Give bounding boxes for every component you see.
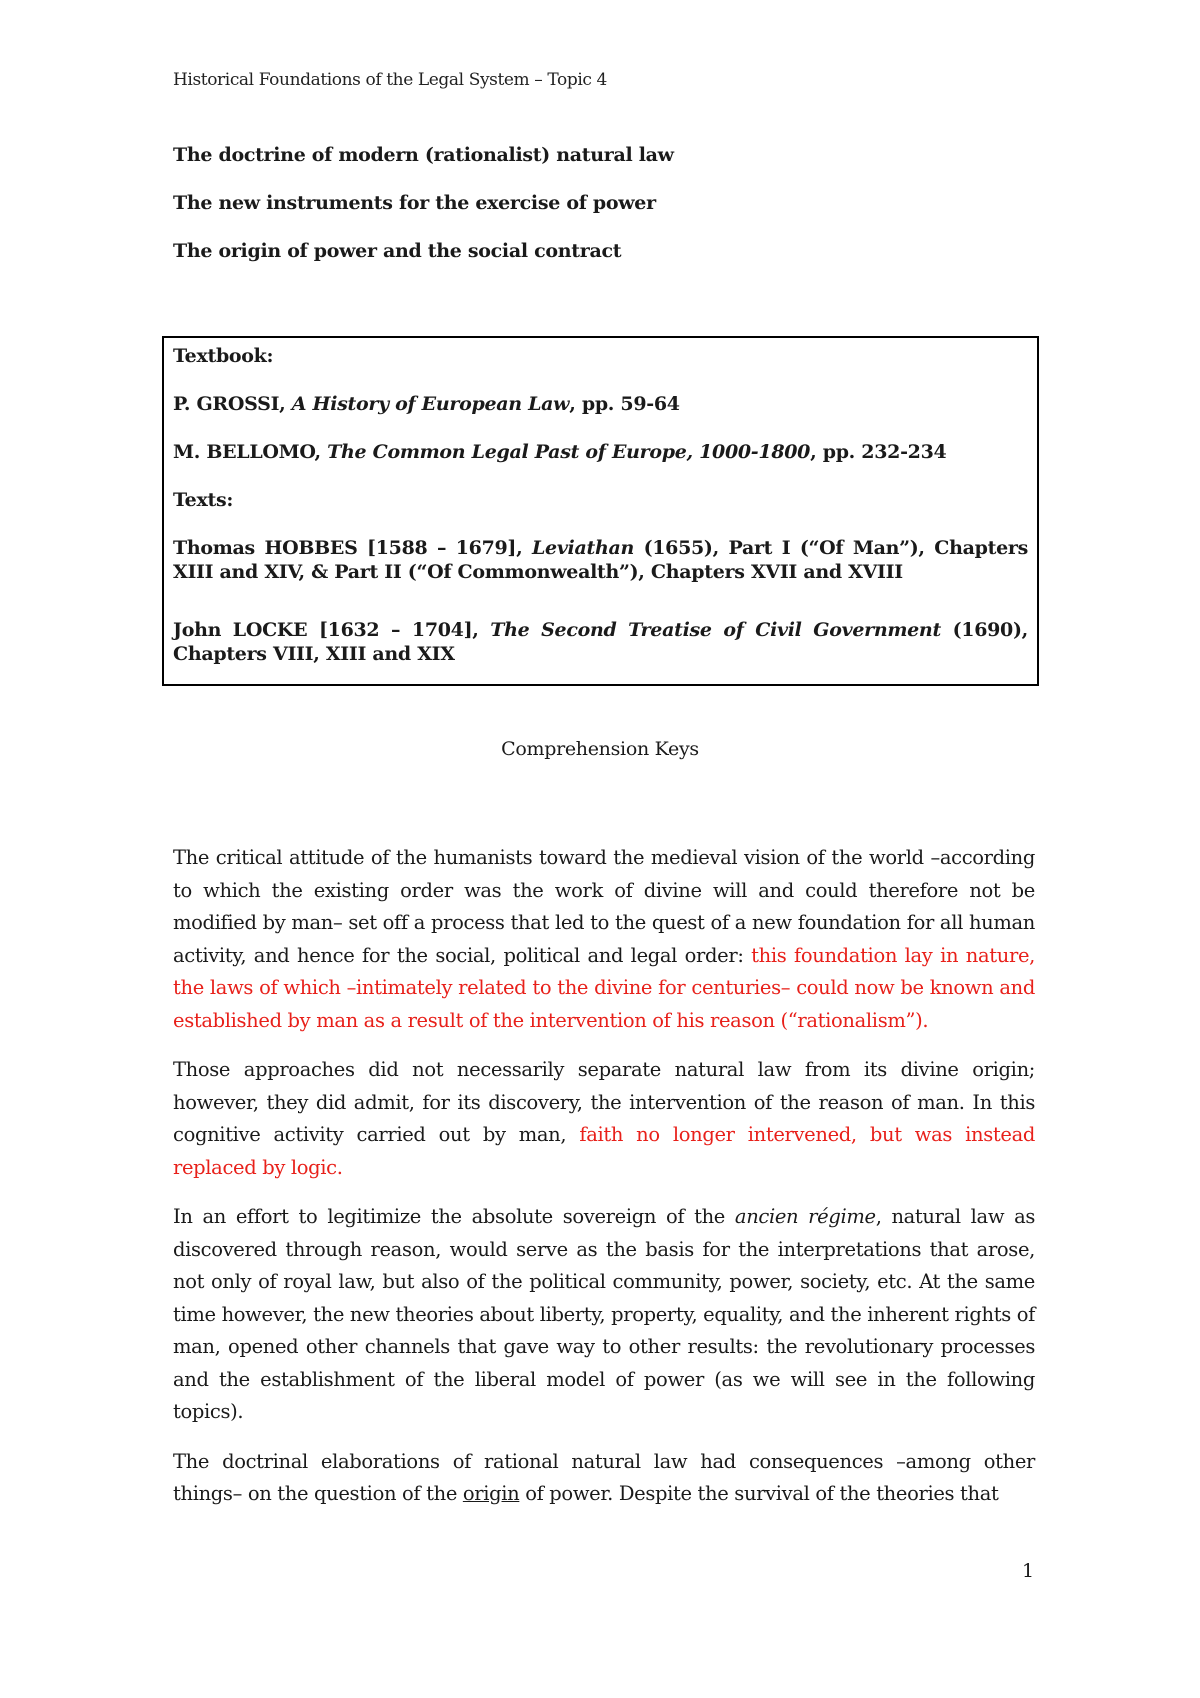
paragraph-2-highlight: faith no longer intervened, but was instead replaced by logic. (173, 1123, 1035, 1179)
paragraph-3 (173, 1201, 1035, 1429)
hobbes-author: Thomas HOBBES [1588 – 1679], (173, 537, 532, 559)
bellomo-author: M. BELLOMO, (173, 441, 328, 463)
topic-title-1: The doctrine of modern (rationalist) natural law (173, 144, 674, 166)
paragraph-2 (173, 1054, 1035, 1184)
paragraph-1 (173, 842, 1035, 1037)
readings-box (162, 336, 1039, 686)
topic-titles (173, 143, 674, 287)
body-text (173, 842, 1035, 1528)
topic-title-3: The origin of power and the social contract (173, 240, 622, 262)
grossi-pages: , pp. 59-64 (569, 393, 680, 415)
reference-hobbes-line-2: XIII and XIV, & Part II (“Of Commonwealth”), Chapters XVII and XVIII (173, 561, 903, 583)
page-number: 1 (1022, 1560, 1035, 1582)
hobbes-edition: (1655), Part I (“Of Man”), Chapters (634, 537, 1028, 559)
paragraph-1-text: The critical attitude of the humanists toward the medieval vision of the world –according to which the existing order was the work of divine will and could therefore not be modified by man– set off a process that led to the quest of a new foundation for all human activity, and hence for the social, political and legal order: (173, 846, 1035, 967)
paragraph-4 (173, 1446, 1035, 1511)
reference-bellomo (173, 440, 1028, 464)
locke-edition: (1690), (940, 619, 1028, 641)
section-heading: Comprehension Keys (501, 738, 699, 760)
topic-title-2: The new instruments for the exercise of power (173, 192, 656, 214)
reference-grossi (173, 392, 1028, 416)
grossi-title: A History of European Law (291, 393, 570, 415)
locke-title: The Second Treatise of Civil Government (490, 619, 941, 641)
locke-author: John LOCKE [1632 – 1704], (173, 619, 491, 641)
texts-label: Texts: (173, 489, 234, 511)
reference-locke-line-2: Chapters VIII, XIII and XIX (173, 643, 455, 665)
paragraph-4-text-start: The doctrinal elaborations of rational natural law had consequences –among other things– on the question of the (173, 1449, 1035, 1505)
paragraph-3-text-end: , natural law as discovered through reason, would serve as the basis for the interpretations that arose, not only of royal law, but also of the political community, power, society, etc. At the same time however, the new theories about liberty, property, equality, and the inherent rights of man, opened other channels that gave way to other results: the revolutionary processes and the establishment of the liberal model of power (as we will see in the following topics). (173, 1205, 1036, 1423)
textbook-label: Textbook: (173, 345, 274, 367)
hobbes-title: Leviathan (531, 537, 635, 559)
paragraph-3-italic: ancien régime (734, 1205, 876, 1228)
paragraph-1-highlight: this foundation lay in nature, the laws of which –intimately related to the divine for centuries– could now be known and established by man as a result of the intervention of his reason (“rationalism”). (173, 943, 1035, 1032)
paragraph-3-text-start: In an effort to legitimize the absolute sovereign of the (173, 1205, 735, 1228)
paragraph-2-text: Those approaches did not necessarily separate natural law from its divine origin; however, they did admit, for its discovery, the intervention of the reason of man. In this cognitive activity carried out by man, (173, 1058, 1035, 1146)
paragraph-4-underlined: origin (462, 1482, 520, 1505)
reference-hobbes-line-1 (173, 536, 1028, 560)
reference-locke-line-1 (173, 618, 1028, 642)
bellomo-pages: , pp. 232-234 (810, 441, 947, 463)
running-header: Historical Foundations of the Legal System – Topic 4 (173, 70, 607, 90)
paragraph-4-text-end: of power. Despite the survival of the theories that (519, 1482, 999, 1505)
grossi-author: P. GROSSI, (173, 393, 292, 415)
bellomo-title: The Common Legal Past of Europe, 1000-1800 (327, 441, 811, 463)
